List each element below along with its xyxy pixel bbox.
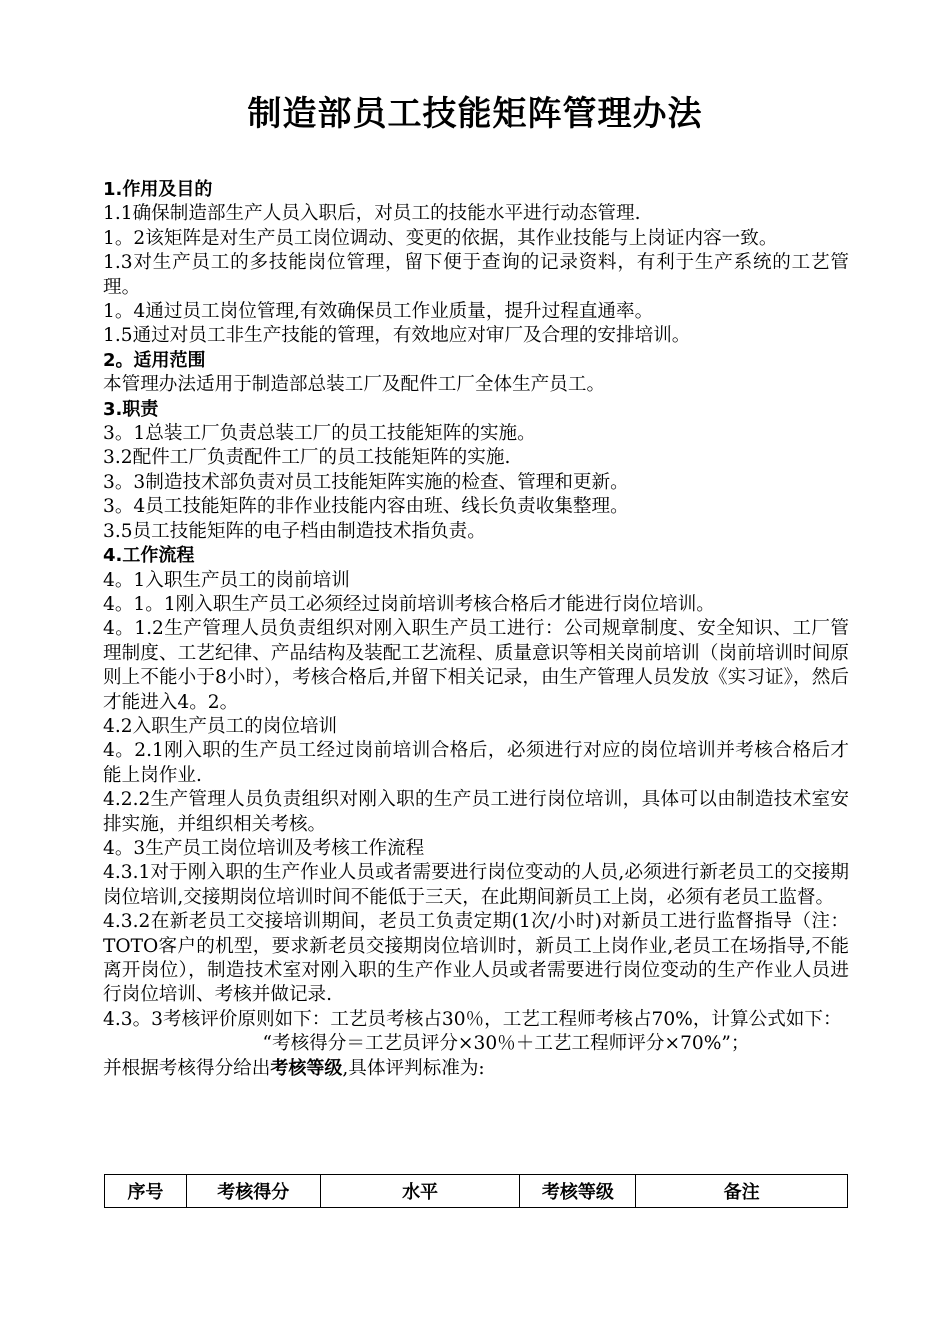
paragraph: 4.2入职生产员工的岗位培训 xyxy=(103,715,338,737)
paragraph: 4。1。1刚入职生产员工必须经过岗前培训考核合格后才能进行岗位培训。 xyxy=(103,593,715,615)
grading-table xyxy=(104,1174,848,1208)
paragraph: 1.3对生产员工的多技能岗位管理，留下便于查询的记录资料，有利于生产系统的工艺管理。 xyxy=(103,252,849,298)
paragraph: “考核得分＝工艺员评分×30％＋工艺工程师评分×70%”； xyxy=(262,1033,750,1055)
paragraph: 3。4员工技能矩阵的非作业技能内容由班、线长负责收集整理。 xyxy=(103,496,629,518)
header-grade: 考核等级 xyxy=(520,1175,636,1208)
paragraph: 4.3.1对于刚入职的生产作业人员或者需要进行岗位变动的人员,必须进行新老员工的交接期岗位培训,交接期岗位培训时间不能低于三天，在此期间新员工上岗，必须有老员工监督。 xyxy=(103,862,849,908)
paragraph: 4.2.2生产管理人员负责组织对刚入职的生产员工进行岗位培训，具体可以由制造技术室安排实施，并组织相关考核。 xyxy=(103,789,849,835)
document-body xyxy=(103,178,849,1081)
paragraph: 1。4通过员工岗位管理,有效确保员工作业质量，提升过程直通率。 xyxy=(103,301,654,323)
section-heading: 3.职责 xyxy=(103,398,159,420)
paragraph: 3.2配件工厂负责配件工厂的员工技能矩阵的实施. xyxy=(103,447,511,469)
paragraph: 1.5通过对员工非生产技能的管理，有效地应对审厂及合理的安排培训。 xyxy=(103,325,691,347)
document-title: 制造部员工技能矩阵管理办法 xyxy=(247,94,703,134)
paragraph: 3.5员工技能矩阵的电子档由制造技术指负责。 xyxy=(103,520,486,542)
paragraph: 4。1.2生产管理人员负责组织对刚入职生产员工进行：公司规章制度、安全知识、工厂管理制度、工艺纪律、产品结构及装配工艺流程、质量意识等相关岗前培训（岗前培训时间原则上不能小于8小时），考核合格后,并留下相关记录，由生产管理人员发放《实习证》，然后才能进入4。2。 xyxy=(103,618,849,713)
paragraph: 3。1总装工厂负责总装工厂的员工技能矩阵的实施。 xyxy=(103,423,536,445)
paragraph: 1。2该矩阵是对生产员工岗位调动、变更的依据，其作业技能与上岗证内容一致。 xyxy=(103,227,778,249)
paragraph: 1.1确保制造部生产人员入职后，对员工的技能水平进行动态管理. xyxy=(103,203,641,225)
last-line-bold: 考核等级 xyxy=(270,1057,343,1079)
table-header-row xyxy=(105,1175,848,1208)
section-heading: 2。适用范围 xyxy=(103,349,206,371)
paragraph: 4。2.1刚入职的生产员工经过岗前培训合格后，必须进行对应的岗位培训并考核合格后才能上岗作业. xyxy=(103,740,849,786)
header-score: 考核得分 xyxy=(186,1175,320,1208)
paragraph: 4.3。3考核评价原则如下：工艺员考核占30％，工艺工程师考核占70%，计算公式如下： xyxy=(103,1008,842,1030)
header-index: 序号 xyxy=(105,1175,187,1208)
last-line-prefix: 并根据考核得分给出 xyxy=(103,1057,271,1079)
paragraph: 4。3生产员工岗位培训及考核工作流程 xyxy=(103,837,425,859)
section-heading: 1.作用及目的 xyxy=(103,179,213,200)
paragraph: 本管理办法适用于制造部总装工厂及配件工厂全体生产员工。 xyxy=(103,374,606,396)
paragraph: 4。1入职生产员工的岗前培训 xyxy=(103,569,350,591)
paragraph: 4.3.2在新老员工交接培训期间，老员工负责定期(1次/小时)对新员工进行监督指导（注：TOTO客户的机型，要求新老员交接期岗位培训时，新员工上岗作业,老员工在场指导,不能离开岗位），制造技术室对刚入职的生产作业人员或者需要进行岗位变动的生产作业人员进行岗位培训、考核并做记录. xyxy=(103,911,849,1006)
header-remark: 备注 xyxy=(636,1175,848,1208)
paragraph xyxy=(103,1057,849,1081)
header-level: 水平 xyxy=(320,1175,520,1208)
last-line-suffix: ,具体评判标准为: xyxy=(342,1057,485,1079)
paragraph: 3。3制造技术部负责对员工技能矩阵实施的检查、管理和更新。 xyxy=(103,471,629,493)
section-heading: 4.工作流程 xyxy=(103,545,195,567)
